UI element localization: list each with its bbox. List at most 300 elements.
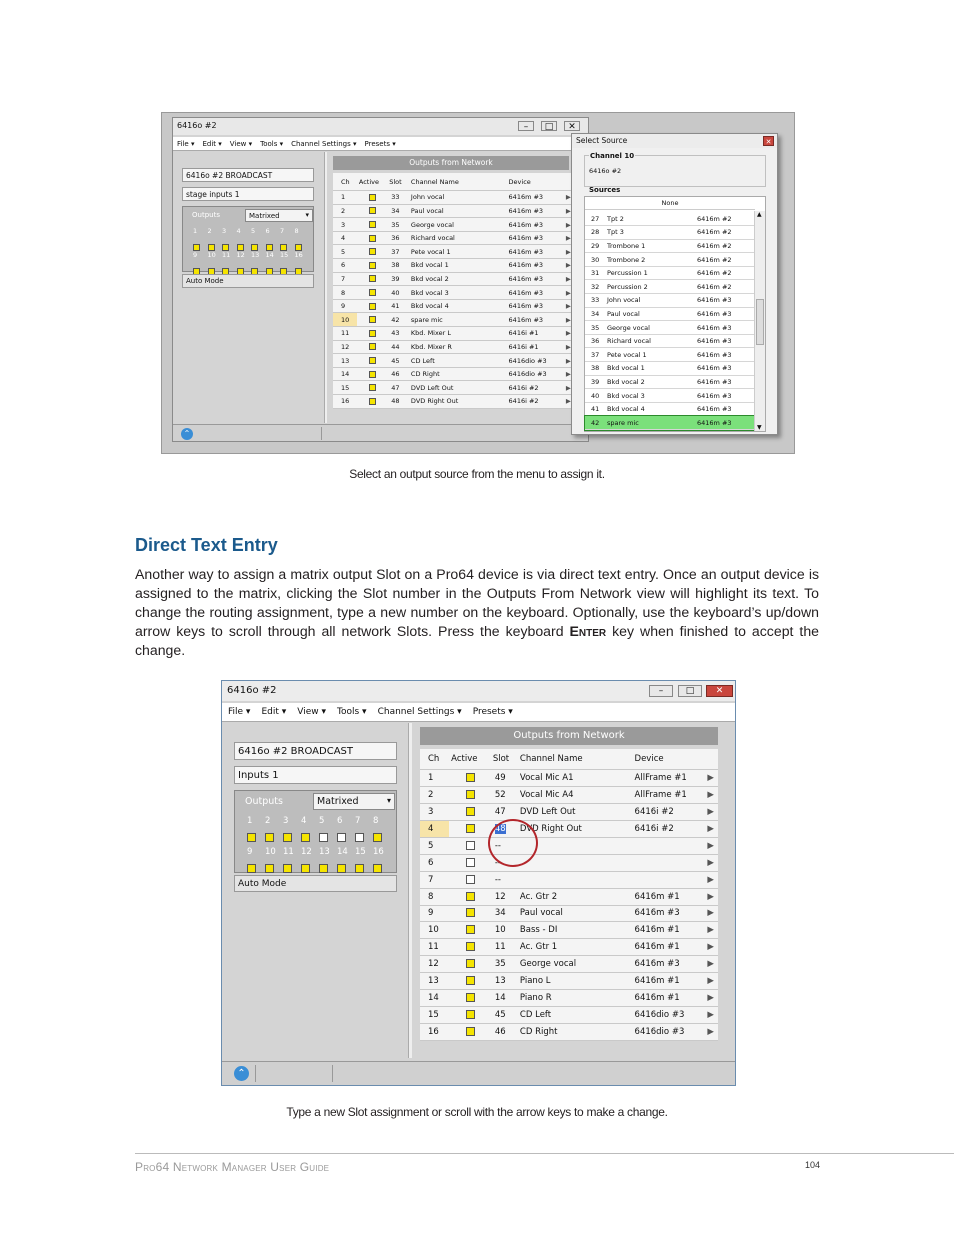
row-arrow-icon[interactable]: ▶	[561, 313, 576, 327]
menu-item[interactable]: File ▾	[228, 707, 251, 717]
menu-item[interactable]: Tools ▾	[337, 707, 367, 717]
slot-cell[interactable]: 10	[491, 922, 518, 939]
channel-name: Pete vocal 1	[409, 245, 507, 259]
active-checkbox[interactable]	[357, 286, 387, 300]
active-checkbox[interactable]	[357, 327, 387, 341]
slot-cell[interactable]: 40	[387, 286, 409, 300]
sources-list[interactable]	[584, 196, 766, 432]
grid-cell[interactable]	[355, 816, 373, 846]
row-arrow-icon[interactable]: ▶	[703, 1023, 718, 1040]
slot-cell[interactable]: --	[491, 854, 518, 871]
table-row[interactable]	[333, 259, 576, 273]
active-checkbox[interactable]	[357, 259, 387, 273]
mode-value: Matrixed	[317, 796, 359, 807]
active-indicator[interactable]	[369, 289, 376, 296]
channel-label: Channel 10	[590, 152, 635, 160]
channel-number: 8	[333, 286, 357, 300]
row-arrow-icon[interactable]: ▶	[703, 1006, 718, 1023]
table-row[interactable]	[420, 837, 718, 854]
channel-number: 12	[333, 340, 357, 354]
column-header[interactable]: Ch	[333, 173, 357, 191]
active-checkbox[interactable]	[357, 231, 387, 245]
slot-cell[interactable]: 12	[491, 888, 518, 905]
table-row[interactable]	[333, 218, 576, 232]
column-header[interactable]: Slot	[387, 173, 409, 191]
active-indicator[interactable]	[369, 235, 376, 242]
source-item[interactable]	[585, 321, 755, 335]
source-item[interactable]	[585, 294, 755, 308]
table-row[interactable]	[333, 381, 576, 395]
table-row[interactable]	[333, 272, 576, 286]
slot-cell[interactable]: 13	[491, 973, 518, 990]
active-checkbox[interactable]	[357, 218, 387, 232]
menu-item[interactable]: View ▾	[297, 707, 327, 717]
active-indicator[interactable]	[369, 221, 376, 228]
channel-name: Kbd. Mixer L	[409, 327, 507, 341]
channel-name: Vocal Mic A4	[518, 787, 633, 804]
table-row[interactable]	[420, 956, 718, 973]
row-arrow-icon[interactable]: ▶	[703, 956, 718, 973]
source-item[interactable]	[585, 416, 755, 430]
grid-square	[319, 864, 328, 873]
maximize-button[interactable]: □	[678, 685, 702, 697]
slot-cell[interactable]: 34	[387, 204, 409, 218]
grid-number: 11	[222, 251, 231, 259]
preset-name-field[interactable]	[182, 187, 314, 201]
active-checkbox[interactable]	[357, 395, 387, 409]
scroll-thumb[interactable]	[756, 299, 764, 345]
active-checkbox[interactable]	[449, 939, 491, 956]
table-row[interactable]	[333, 231, 576, 245]
row-arrow-icon[interactable]: ▶	[703, 804, 718, 821]
menu-item[interactable]: Tools ▾	[260, 140, 284, 148]
row-arrow-icon[interactable]: ▶	[561, 299, 576, 313]
slot-cell[interactable]: --	[491, 871, 518, 888]
active-indicator[interactable]	[369, 275, 376, 282]
active-indicator[interactable]	[466, 807, 475, 816]
title-bar	[222, 681, 735, 701]
grid-cell[interactable]	[283, 847, 301, 877]
active-indicator[interactable]	[466, 993, 475, 1002]
active-indicator[interactable]	[466, 824, 475, 833]
device-name-field[interactable]	[234, 742, 397, 760]
auto-mode-field	[182, 274, 314, 288]
minimize-button[interactable]: –	[649, 685, 673, 697]
row-arrow-icon[interactable]: ▶	[561, 367, 576, 381]
grid-cell[interactable]	[337, 847, 355, 877]
source-item[interactable]	[585, 307, 755, 321]
active-checkbox[interactable]	[449, 1006, 491, 1023]
slot-cell[interactable]: 47	[491, 804, 518, 821]
channel-number: 11	[420, 939, 449, 956]
table-row[interactable]	[420, 888, 718, 905]
source-item[interactable]	[585, 280, 755, 294]
slot-cell[interactable]: 36	[387, 231, 409, 245]
active-checkbox[interactable]	[449, 956, 491, 973]
row-arrow-icon[interactable]: ▶	[561, 272, 576, 286]
row-arrow-icon[interactable]: ▶	[561, 204, 576, 218]
table-row[interactable]	[420, 821, 718, 838]
grid-number: 7	[280, 227, 285, 235]
row-arrow-icon[interactable]: ▶	[561, 231, 576, 245]
active-checkbox[interactable]	[449, 804, 491, 821]
table-row[interactable]	[420, 939, 718, 956]
close-button[interactable]: ✕	[706, 685, 733, 697]
table-row[interactable]	[420, 854, 718, 871]
slot-cell[interactable]: 38	[387, 259, 409, 273]
active-checkbox[interactable]	[449, 989, 491, 1006]
table-row[interactable]	[420, 804, 718, 821]
none-option[interactable]	[585, 197, 755, 210]
grid-cell[interactable]	[265, 847, 283, 877]
active-indicator[interactable]	[369, 303, 376, 310]
scroll-up-icon[interactable]: ▲	[757, 211, 762, 218]
slot-cell[interactable]: 48	[387, 395, 409, 409]
grid-cell[interactable]	[355, 847, 373, 877]
table-row[interactable]	[333, 354, 576, 368]
active-checkbox[interactable]	[449, 770, 491, 787]
slot-cell[interactable]: 35	[387, 218, 409, 232]
slot-cell[interactable]: 49	[491, 770, 518, 787]
table-row[interactable]	[420, 770, 718, 787]
slot-selected-text[interactable]: 48	[494, 824, 506, 834]
source-device: 6416m #3	[697, 294, 755, 308]
channel-name: Bkd vocal 2	[409, 272, 507, 286]
grid-number: 7	[355, 816, 361, 826]
table-row[interactable]	[333, 395, 576, 409]
slot-cell[interactable]: 52	[491, 787, 518, 804]
table-row[interactable]	[420, 787, 718, 804]
menu-item[interactable]: Channel Settings ▾	[377, 707, 462, 717]
channel-number: 15	[420, 1006, 449, 1023]
close-button[interactable]: ✕	[564, 121, 580, 131]
row-arrow-icon[interactable]: ▶	[703, 922, 718, 939]
table-title-bar	[420, 727, 718, 745]
grid-square	[251, 244, 258, 251]
list-scrollbar[interactable]	[754, 211, 765, 431]
channel-name: DVD Right Out	[518, 821, 633, 838]
channel-number: 11	[333, 327, 357, 341]
active-checkbox[interactable]	[449, 821, 491, 838]
row-arrow-icon[interactable]: ▶	[703, 871, 718, 888]
source-name: Percussion 1	[607, 266, 697, 280]
column-header[interactable]: Device	[507, 173, 561, 191]
source-item[interactable]	[585, 266, 755, 280]
active-checkbox[interactable]	[449, 1023, 491, 1040]
active-indicator[interactable]	[466, 892, 475, 901]
channel-name: Piano R	[518, 989, 633, 1006]
channel-number: 12	[420, 956, 449, 973]
active-indicator[interactable]	[466, 773, 475, 782]
slot-cell[interactable]: 44	[387, 340, 409, 354]
dialog-title: Select Source	[576, 136, 628, 145]
table-row[interactable]	[333, 327, 576, 341]
maximize-button[interactable]: □	[541, 121, 557, 131]
outputs-table	[333, 173, 576, 409]
table-row[interactable]	[333, 340, 576, 354]
row-arrow-icon[interactable]: ▶	[561, 191, 576, 205]
active-checkbox[interactable]	[357, 381, 387, 395]
active-checkbox[interactable]	[357, 367, 387, 381]
source-item[interactable]	[585, 389, 755, 403]
active-indicator[interactable]	[466, 976, 475, 985]
active-checkbox[interactable]	[449, 973, 491, 990]
preset-name-field[interactable]	[234, 766, 397, 784]
grid-square	[337, 864, 346, 873]
column-header[interactable]: Channel Name	[409, 173, 507, 191]
grid-cell[interactable]	[247, 847, 265, 877]
active-indicator[interactable]	[466, 942, 475, 951]
table-row[interactable]	[333, 204, 576, 218]
source-slot: 39	[585, 375, 607, 389]
preset-name: Inputs 1	[238, 770, 279, 781]
table-row[interactable]	[420, 1023, 718, 1040]
table-header-row	[333, 173, 576, 191]
device-name-cell	[633, 871, 704, 888]
row-arrow-icon[interactable]: ▶	[703, 989, 718, 1006]
active-indicator[interactable]	[369, 357, 376, 364]
slot-cell[interactable]: 33	[387, 191, 409, 205]
active-indicator[interactable]	[466, 841, 475, 850]
grid-cell[interactable]	[337, 816, 355, 846]
device-name-cell: 6416i #1	[507, 327, 561, 341]
active-indicator[interactable]	[369, 330, 376, 337]
menu-item[interactable]: File ▾	[177, 140, 195, 148]
active-checkbox[interactable]	[449, 888, 491, 905]
window-title: 6416o #2	[227, 685, 277, 696]
grid-number: 9	[247, 847, 253, 857]
mode-select[interactable]	[313, 793, 395, 810]
source-item[interactable]	[585, 375, 755, 389]
active-indicator[interactable]	[466, 858, 475, 867]
active-checkbox[interactable]	[357, 245, 387, 259]
device-name-cell: AllFrame #1	[633, 770, 704, 787]
active-checkbox[interactable]	[449, 854, 491, 871]
active-indicator[interactable]	[369, 343, 376, 350]
row-arrow-icon[interactable]: ▶	[561, 245, 576, 259]
grid-cell[interactable]	[373, 847, 391, 877]
slot-cell[interactable]: 45	[387, 354, 409, 368]
menu-item[interactable]: Channel Settings ▾	[291, 140, 357, 148]
arrow-col	[703, 749, 718, 770]
table-row[interactable]	[420, 922, 718, 939]
slot-cell[interactable]: 43	[387, 327, 409, 341]
table-row[interactable]	[333, 313, 576, 327]
table-row[interactable]	[420, 1006, 718, 1023]
active-indicator[interactable]	[369, 384, 376, 391]
row-arrow-icon[interactable]: ▶	[703, 837, 718, 854]
slot-cell[interactable]: 37	[387, 245, 409, 259]
active-indicator[interactable]	[466, 790, 475, 799]
channel-name: DVD Left Out	[518, 804, 633, 821]
row-arrow-icon[interactable]: ▶	[703, 854, 718, 871]
row-arrow-icon[interactable]: ▶	[561, 218, 576, 232]
active-checkbox[interactable]	[449, 787, 491, 804]
active-checkbox[interactable]	[357, 299, 387, 313]
active-indicator[interactable]	[369, 316, 376, 323]
table-row[interactable]	[333, 245, 576, 259]
column-header[interactable]: Slot	[491, 749, 518, 770]
grid-cell[interactable]	[301, 847, 319, 877]
device-name-cell: 6416m #3	[507, 245, 561, 259]
active-indicator[interactable]	[369, 371, 376, 378]
row-arrow-icon[interactable]: ▶	[561, 354, 576, 368]
device-name-cell: 6416m #1	[633, 989, 704, 1006]
grid-cell[interactable]	[319, 847, 337, 877]
footer-rule	[135, 1153, 954, 1154]
channel-number: 4	[420, 821, 449, 838]
menu-item[interactable]: Edit ▾	[261, 707, 287, 717]
slot-cell[interactable]: 39	[387, 272, 409, 286]
slot-cell[interactable]: 34	[491, 905, 518, 922]
grid-cell[interactable]	[265, 816, 283, 846]
column-header[interactable]: Ch	[420, 749, 449, 770]
row-arrow-icon[interactable]: ▶	[703, 888, 718, 905]
menu-item[interactable]: Edit ▾	[202, 140, 222, 148]
slot-cell[interactable]: --	[491, 837, 518, 854]
source-item[interactable]	[585, 402, 755, 416]
slot-cell[interactable]: 41	[387, 299, 409, 313]
row-arrow-icon[interactable]: ▶	[561, 395, 576, 409]
active-indicator[interactable]	[466, 925, 475, 934]
window-title: 6416o #2	[177, 121, 217, 130]
row-arrow-icon[interactable]: ▶	[703, 973, 718, 990]
table-row[interactable]	[333, 367, 576, 381]
chevron-down-icon: ▾	[305, 211, 309, 219]
table-title-bar	[333, 156, 569, 170]
source-item[interactable]	[585, 212, 755, 226]
panel-divider	[324, 152, 327, 423]
active-indicator[interactable]	[369, 398, 376, 405]
menu-item[interactable]: Presets ▾	[472, 707, 513, 717]
grid-square	[373, 864, 382, 873]
dialog-close-button[interactable]: ✕	[763, 136, 774, 146]
slot-cell[interactable]: 14	[491, 989, 518, 1006]
active-indicator[interactable]	[369, 207, 376, 214]
menu-item[interactable]: Presets ▾	[364, 140, 396, 148]
table-row[interactable]	[333, 299, 576, 313]
source-name: Richard vocal	[607, 334, 697, 348]
source-item[interactable]	[585, 253, 755, 267]
table-row[interactable]	[420, 871, 718, 888]
row-arrow-icon[interactable]: ▶	[561, 327, 576, 341]
source-item[interactable]	[585, 362, 755, 376]
source-name: Tpt 2	[607, 212, 697, 226]
grid-square	[355, 864, 364, 873]
minimize-button[interactable]: –	[518, 121, 534, 131]
device-name-field[interactable]	[182, 168, 314, 182]
active-checkbox[interactable]	[357, 272, 387, 286]
grid-square	[237, 244, 244, 251]
device-name-cell: 6416i #2	[507, 395, 561, 409]
table-row[interactable]	[420, 973, 718, 990]
row-arrow-icon[interactable]: ▶	[703, 939, 718, 956]
select-source-dialog	[571, 133, 778, 435]
sources-table	[585, 212, 755, 430]
active-checkbox[interactable]	[449, 905, 491, 922]
device-name-cell: 6416m #3	[507, 313, 561, 327]
table-row[interactable]	[420, 989, 718, 1006]
grid-number: 2	[207, 227, 212, 235]
column-header[interactable]: Active	[449, 749, 491, 770]
channel-number: 6	[420, 854, 449, 871]
active-indicator[interactable]	[369, 248, 376, 255]
table-row[interactable]	[333, 191, 576, 205]
source-item[interactable]	[585, 348, 755, 362]
active-checkbox[interactable]	[449, 922, 491, 939]
status-divider	[321, 427, 322, 440]
slot-cell[interactable]: 45	[491, 1006, 518, 1023]
source-item[interactable]	[585, 226, 755, 240]
row-arrow-icon[interactable]: ▶	[703, 770, 718, 787]
column-header[interactable]: Device	[633, 749, 704, 770]
active-indicator[interactable]	[466, 908, 475, 917]
grid-number: 10	[207, 251, 216, 259]
scroll-down-icon[interactable]: ▼	[757, 424, 762, 431]
source-item[interactable]	[585, 239, 755, 253]
column-header[interactable]: Active	[357, 173, 387, 191]
slot-cell[interactable]: 46	[491, 1023, 518, 1040]
active-checkbox[interactable]	[357, 354, 387, 368]
active-checkbox[interactable]	[357, 313, 387, 327]
active-indicator[interactable]	[466, 1027, 475, 1036]
grid-cell[interactable]	[283, 816, 301, 846]
row-arrow-icon[interactable]: ▶	[703, 787, 718, 804]
row-arrow-icon[interactable]: ▶	[703, 821, 718, 838]
row-arrow-icon[interactable]: ▶	[561, 381, 576, 395]
channel-name: Vocal Mic A1	[518, 770, 633, 787]
grid-cell[interactable]	[373, 816, 391, 846]
channel-number: 8	[420, 888, 449, 905]
grid-square	[283, 864, 292, 873]
active-indicator[interactable]	[369, 194, 376, 201]
slot-cell[interactable]: 11	[491, 939, 518, 956]
grid-number: 13	[319, 847, 330, 857]
active-indicator[interactable]	[369, 262, 376, 269]
paragraph-text-a: Another way to assign a matrix output Slot on a Pro64 device is via direct text entry. Once an output device is assigned to the matrix, clicking the Slot number in the Outputs From Network view will highlight its text. To change the routing assignment, type a new number on the keyboard. Optionally, use the keyboard’s up/down arrow keys to scroll through all network Slots. Press the keyboard	[135, 566, 819, 639]
source-item[interactable]	[585, 334, 755, 348]
row-arrow-icon[interactable]: ▶	[561, 259, 576, 273]
active-indicator[interactable]	[466, 959, 475, 968]
grid-cell[interactable]	[319, 816, 337, 846]
device-name-cell: 6416m #1	[633, 922, 704, 939]
menu-item[interactable]: View ▾	[229, 140, 253, 148]
active-checkbox[interactable]	[449, 837, 491, 854]
active-checkbox[interactable]	[357, 204, 387, 218]
channel-number: 4	[333, 231, 357, 245]
column-header[interactable]: Channel Name	[518, 749, 633, 770]
row-arrow-icon[interactable]: ▶	[561, 340, 576, 354]
active-checkbox[interactable]	[449, 871, 491, 888]
slot-cell[interactable]: 35	[491, 956, 518, 973]
row-arrow-icon[interactable]: ▶	[561, 286, 576, 300]
table-row[interactable]	[420, 905, 718, 922]
active-checkbox[interactable]	[357, 340, 387, 354]
slot-cell[interactable]: 42	[387, 313, 409, 327]
active-indicator[interactable]	[466, 875, 475, 884]
row-arrow-icon[interactable]: ▶	[703, 905, 718, 922]
grid-cell[interactable]	[301, 816, 319, 846]
active-indicator[interactable]	[466, 1010, 475, 1019]
slot-cell[interactable]: 47	[387, 381, 409, 395]
mode-select[interactable]	[245, 209, 313, 222]
active-checkbox[interactable]	[357, 191, 387, 205]
dialog-title-bar	[572, 134, 777, 148]
grid-cell[interactable]	[247, 816, 265, 846]
source-name: Trombone 2	[607, 253, 697, 267]
table-row[interactable]	[333, 286, 576, 300]
slot-cell[interactable]: 46	[387, 367, 409, 381]
